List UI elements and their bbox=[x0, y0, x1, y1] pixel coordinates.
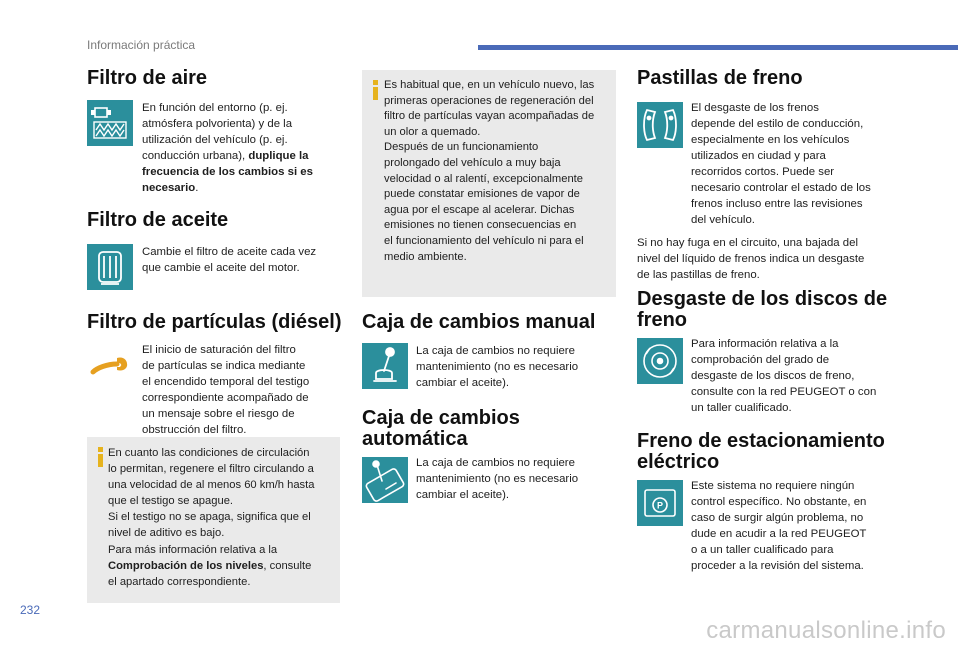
particle-filter-title: Filtro de partículas (diésel) bbox=[87, 311, 342, 333]
automatic-gear-selector-icon bbox=[362, 457, 408, 503]
parking-brake-text: Este sistema no requiere ningún control específico. No obstante, en caso de surgir algún problema, no dude en acudir a la red PEUGEOT o a un taller cualificado para proceder a la revisión del sistema. bbox=[691, 480, 867, 572]
particle-filter-text: El inicio de saturación del filtro de partículas se indica mediante el encendido temporal del testigo correspondiente acompañado de un mensaje sobre el riesgo de obstrucción del filtro. bbox=[142, 344, 310, 436]
parking-brake-title: Freno de estacionamiento eléctrico bbox=[637, 430, 885, 473]
svg-text:P: P bbox=[656, 500, 664, 511]
brake-pads-text: El desgaste de los frenos depende del estilo de conducción, especialmente en los vehículos utilizados en ciudad y para recorridos cortos. Puede ser necesario controlar el estado de los frenos incluso entre las revisiones del vehículo. bbox=[691, 102, 871, 226]
parking-brake-icon bbox=[637, 480, 683, 526]
info-icon bbox=[373, 80, 379, 100]
info-icon bbox=[98, 447, 104, 467]
page-number: 232 bbox=[20, 603, 41, 617]
header-accent-bar bbox=[478, 45, 958, 50]
brake-discs-text: Para información relativa a la comprobación del grado de desgaste de los discos de freno, consulte con la red PEUGEOT o con un taller cualificado. bbox=[691, 338, 877, 414]
manual-gearbox-text: La caja de cambios no requiere mantenimiento (no es necesario cambiar el aceite). bbox=[416, 345, 579, 389]
manual-gear-lever-icon bbox=[362, 343, 408, 389]
air-filter-title: Filtro de aire bbox=[87, 67, 208, 89]
manual-gearbox-title: Caja de cambios manual bbox=[362, 311, 596, 333]
auto-gearbox-text: La caja de cambios no requiere mantenimiento (no es necesario cambiar el aceite). bbox=[416, 457, 579, 501]
regeneration-info-text: Es habitual que, en un vehículo nuevo, las primeras operaciones de regeneración del filtro de partículas vayan acompañadas de un olor a quemado. Después de un funcionamiento prolongado del vehículo a muy baja velocidad o al ralentí, excepcionalmente puede constatar emisiones de vapor de agua por el escape al acelerar. Dichas emisiones no tienen consecuencias en el funcionamiento del vehículo ni para el medio ambiente. bbox=[384, 79, 595, 263]
oil-filter-text: Cambie el filtro de aceite cada vez que cambie el aceite del motor. bbox=[142, 246, 317, 274]
oil-filter-title: Filtro de aceite bbox=[87, 209, 229, 231]
regeneration-info-box bbox=[362, 70, 616, 297]
air-filter-text: En función del entorno (p. ej. atmósfera polvorienta) y de la utilización del vehículo (p. ej. conducción urbana), duplique la frecuencia de los cambios si es necesario. bbox=[142, 102, 313, 194]
brake-pads-icon bbox=[637, 102, 683, 148]
watermark: carmanualsonline.info bbox=[706, 617, 946, 644]
air-filter-icon bbox=[87, 100, 133, 146]
brake-pads-title: Pastillas de freno bbox=[637, 67, 803, 89]
wrench-icon bbox=[87, 350, 133, 380]
brake-fluid-text: Si no hay fuga en el circuito, una bajada del nivel del líquido de frenos indica un desgaste de las pastillas de freno. bbox=[637, 237, 865, 281]
particle-info-box bbox=[87, 437, 340, 603]
section-header: Información práctica bbox=[87, 38, 196, 52]
oil-filter-icon bbox=[87, 244, 133, 290]
brake-discs-title: Desgaste de los discos de freno bbox=[637, 288, 888, 331]
auto-gearbox-title: Caja de cambios automática bbox=[362, 407, 520, 450]
particle-info-text: En cuanto las condiciones de circulación lo permitan, regenere el filtro circulando a una velocidad de al menos 60 km/h hasta que el testigo se apague. Si el testigo no se apaga, significa que el nivel de aditivo es bajo. Para más información relativa a la Comprobación de los niveles, consulte el apartado correspondiente. bbox=[108, 447, 315, 588]
brake-disc-icon bbox=[637, 338, 683, 384]
